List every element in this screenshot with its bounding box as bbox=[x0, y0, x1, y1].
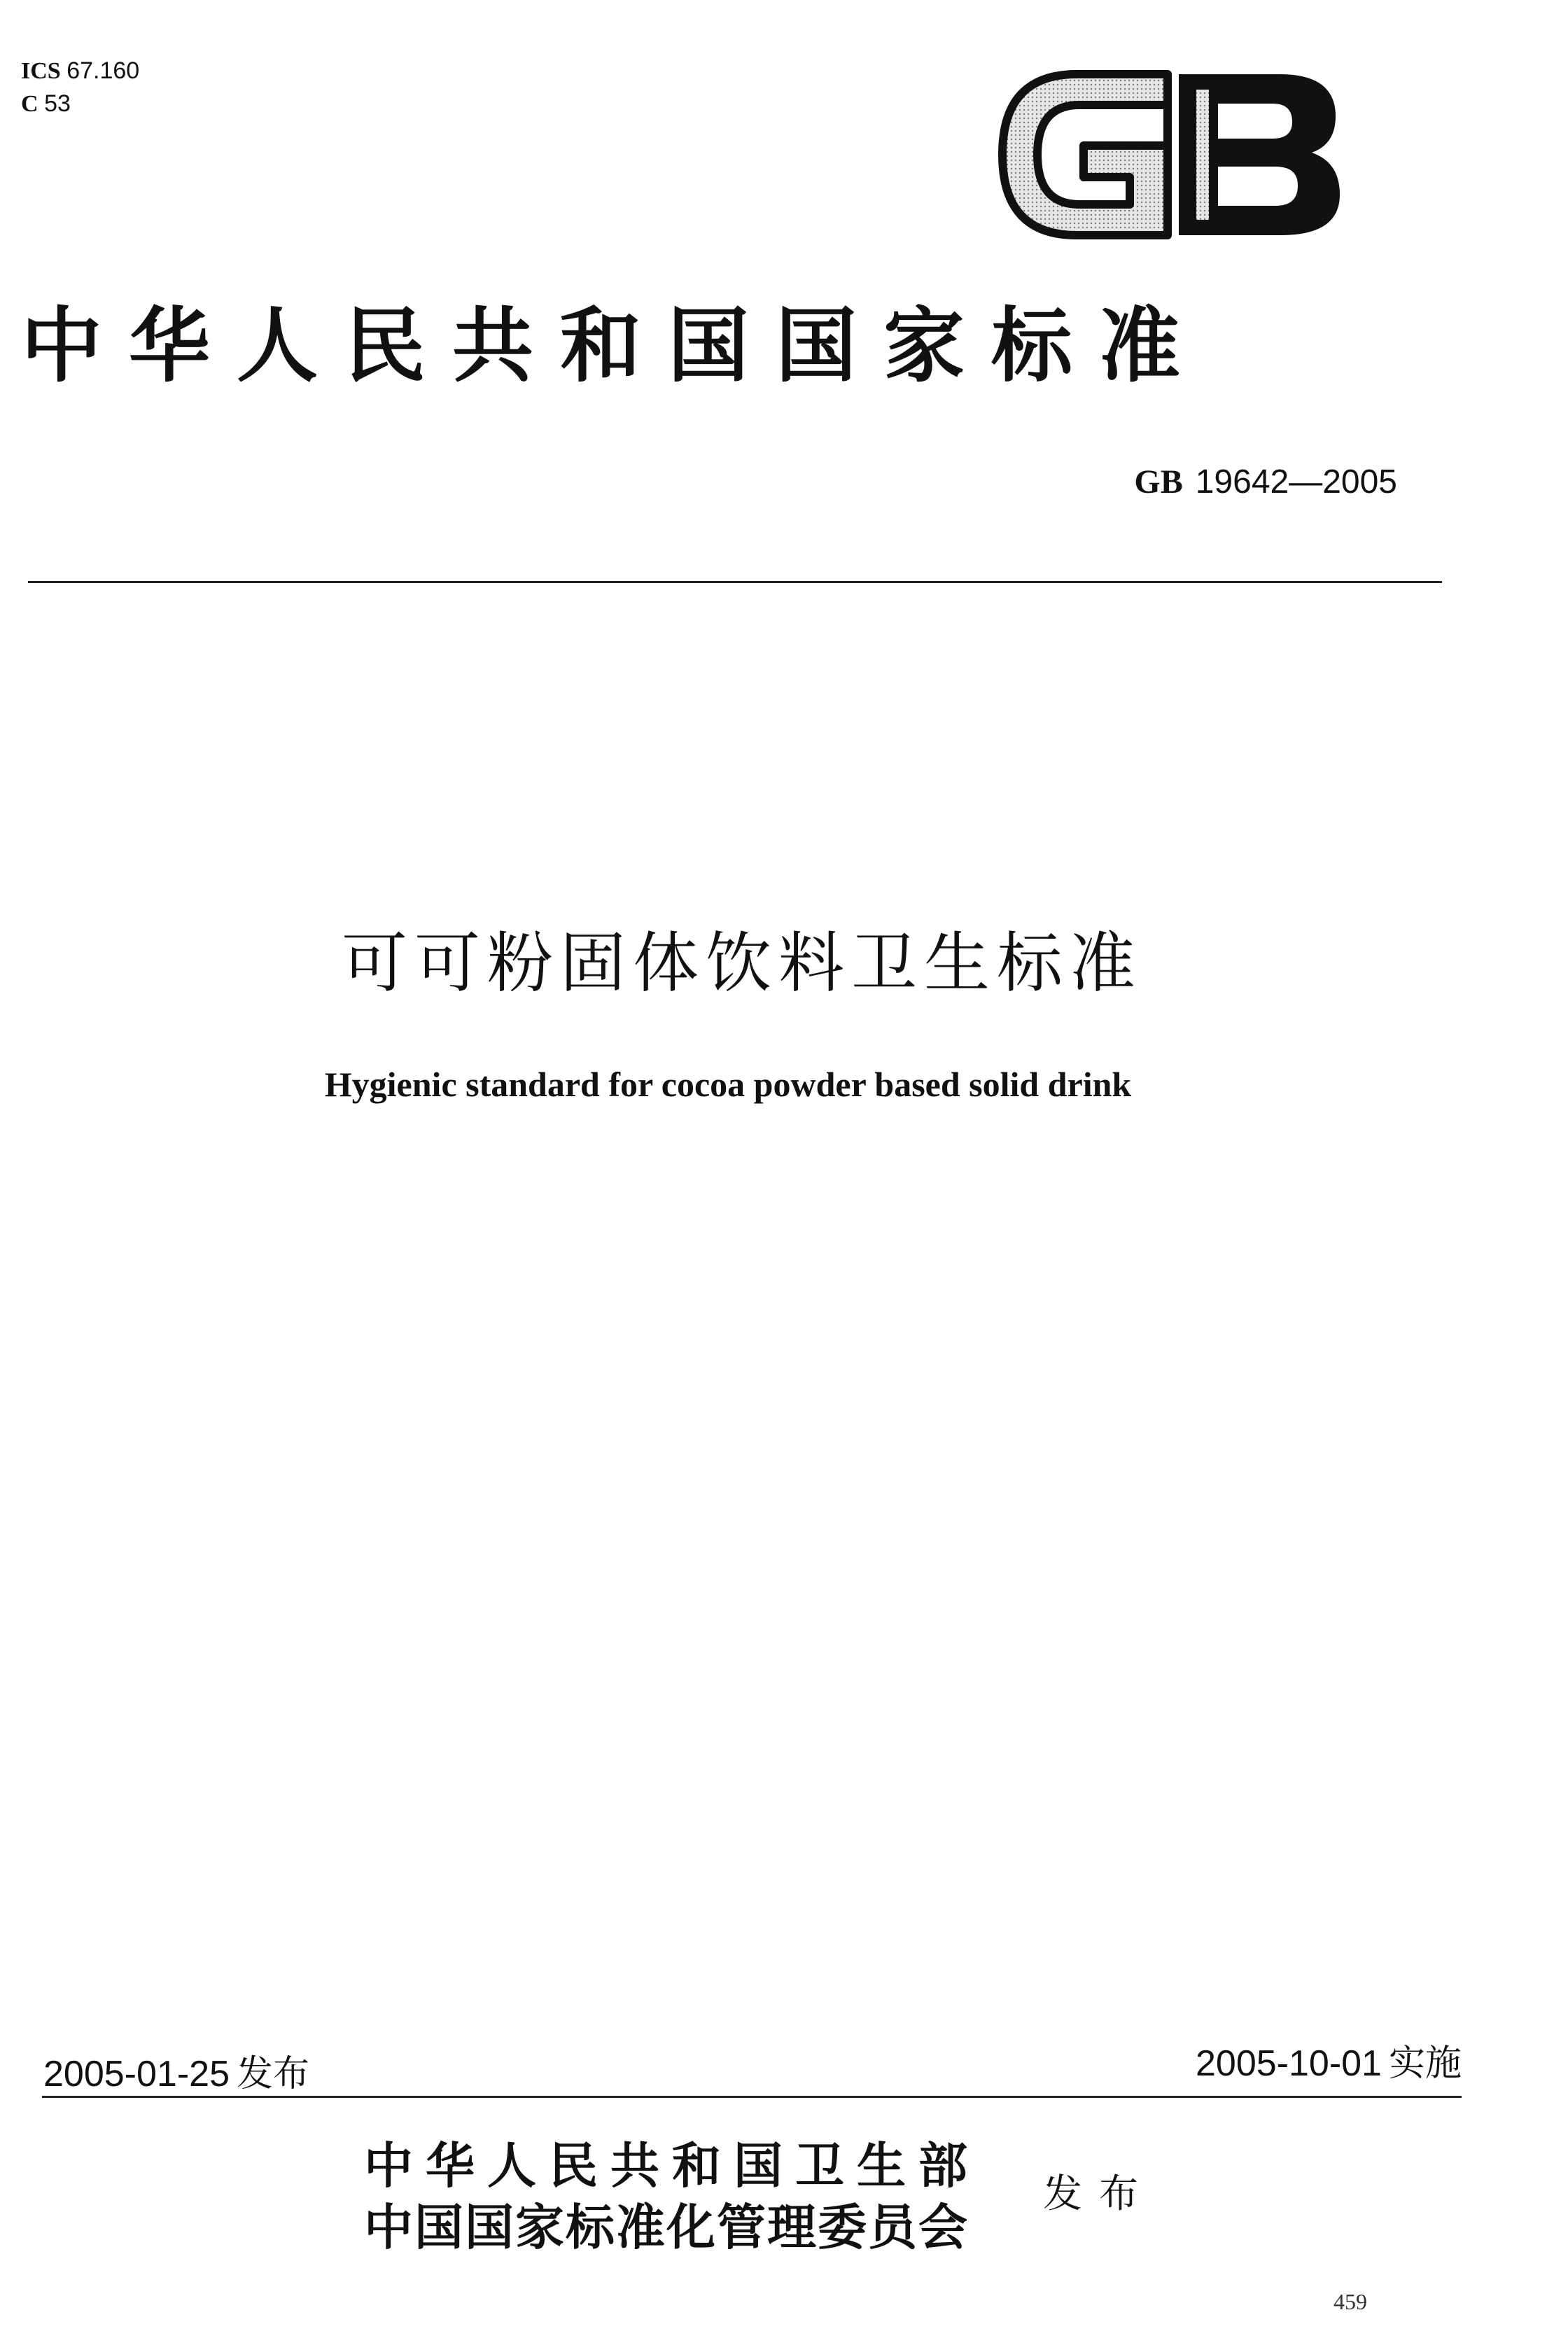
page-number: 459 bbox=[1334, 2289, 1367, 2314]
logo-letter-g-icon bbox=[1002, 74, 1168, 235]
issue-date: 2005-01-25 发布 bbox=[43, 2053, 310, 2095]
title-english: Hygienic standard for cocoa powder based solid drink bbox=[324, 1065, 1132, 1104]
header-divider bbox=[28, 581, 1442, 583]
issue-action-label: 发布 bbox=[1043, 2171, 1155, 2217]
issuer-standardization-administration: 中国国家标准化管理委员会 bbox=[364, 2198, 969, 2256]
national-standard-banner: 中华人民共和国国家标准 bbox=[21, 299, 1207, 393]
gb-logo bbox=[993, 62, 1350, 248]
title-chinese: 可可粉固体饮料卫生标准 bbox=[341, 925, 1142, 1002]
effective-date: 2005-10-01 实施 bbox=[1195, 2043, 1462, 2085]
issuer-ministry-of-health: 中华人民共和国卫生部 bbox=[364, 2136, 980, 2194]
standard-number: GB 19642—2005 bbox=[1134, 463, 1397, 500]
classification-codes bbox=[21, 55, 139, 120]
footer-divider bbox=[42, 2096, 1462, 2098]
ccs-code: C 53 bbox=[21, 90, 71, 117]
ics-code: ICS 67.160 bbox=[21, 57, 140, 84]
issuing-authorities bbox=[364, 2135, 980, 2258]
